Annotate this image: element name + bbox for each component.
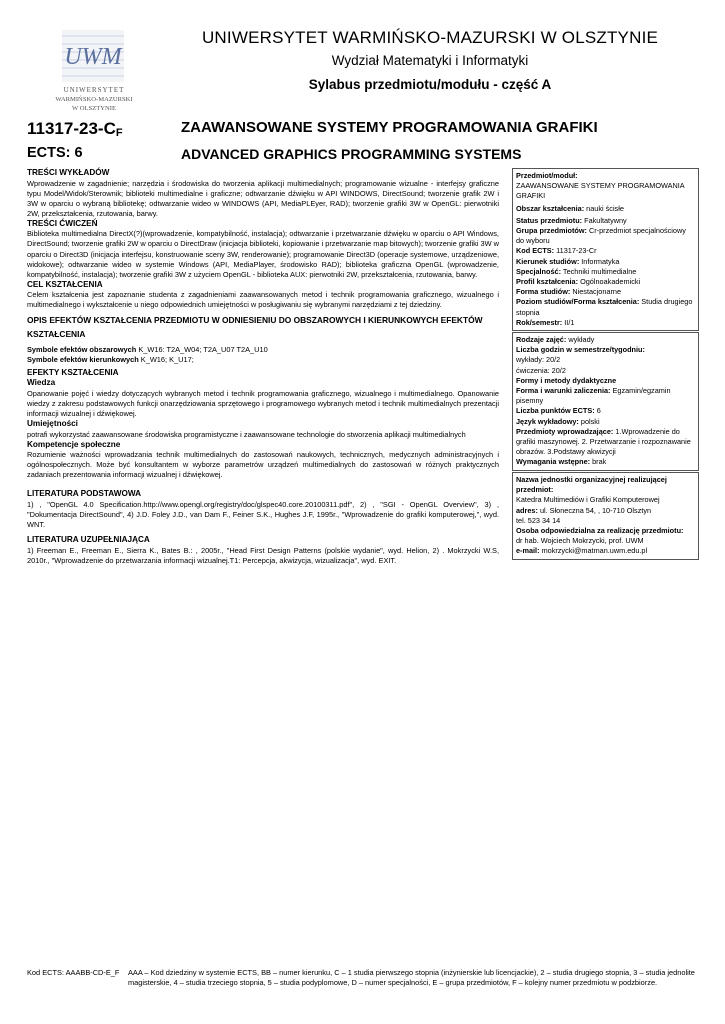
uwm-logo-icon: [50, 22, 138, 114]
knowledge-text: Opanowanie pojęć i wiedzy dotyczących wybranych metod i technik programowania graficznego, wizualnego i multimedialnego. Opanowanie wiedzy z zakresu podstawowych funkcji onarzędziowania sprzętowego i programowego wybranych metod i technik multimedialnych prezentacji informacji wizualnej i dźwiękowej.: [27, 388, 499, 418]
svg-text:W OLSZTYNIE: W OLSZTYNIE: [71, 105, 117, 112]
credit-form-field: Forma i warunki zaliczenia: Egzamin/egzamin pisemny: [516, 386, 671, 406]
svg-text:WARMIŃSKO-MAZURSKI: WARMIŃSKO-MAZURSKI: [55, 96, 133, 103]
faculty-name: Wydział Matematyki i Informatyki: [331, 53, 529, 68]
main-content: [27, 168, 499, 566]
syllabus-title: Sylabus przedmiotu/modułu - część A: [308, 77, 552, 92]
skills-heading: Umiejętności: [27, 419, 78, 428]
university-logo: [50, 22, 138, 114]
svg-text:UWM: UWM: [64, 44, 122, 70]
responsible-person-name: dr hab. Wojciech Mokrzycki, prof. UWM: [516, 536, 644, 546]
course-code: [27, 119, 123, 139]
field-symbols: Symbole efektów kierunkowych K_W16; K_U17;: [27, 354, 194, 364]
responsible-person-label: Osoba odpowiedzialna za realizację przedmiotu:: [516, 526, 684, 536]
prerequisites-field: Wymagania wstępne: brak: [516, 457, 607, 467]
university-name: UNIWERSYTET WARMIŃSKO-MAZURSKI W OLSZTYNIE: [201, 28, 659, 47]
year-semester-field: Rok/semestr: II/1: [516, 317, 575, 327]
goal-text: Celem kształcenia jest zapoznanie studenta z zagadnieniami zaawansowanych metod i technik programowania graficznego, wizualnego i multimedialnego i wykształcenie u niego odpowiednich umiejętności w posługiwaniu się wybranymi narzędziami z tej dziedziny.: [27, 290, 499, 310]
svg-text:UNIWERSYTET: UNIWERSYTET: [63, 86, 125, 94]
study-level-field: Poziom studiów/Forma kształcenia: Studia drugiego stopnia: [516, 297, 693, 317]
ects-points-field: Liczba punktów ECTS: 6: [516, 406, 601, 416]
social-competences-heading: Kompetencje społeczne: [27, 439, 121, 449]
study-form-field: Forma studiów: Niestacjonarne: [516, 287, 622, 297]
hours-exercises: ćwiczenia: 20/2: [516, 365, 566, 375]
phone-field: tel. 523 34 14: [516, 515, 561, 525]
hours-label: Liczba godzin w semestrze/tygodniu:: [516, 345, 645, 355]
exercises-heading: TREŚCI ĆWICZEŃ: [27, 218, 98, 228]
basic-literature-heading: LITERATURA PODSTAWOWA: [27, 489, 142, 499]
hours-lectures: wykłady: 20/2: [516, 355, 561, 365]
footer-code-explanation: AAA – Kod dziedziny w systemie ECTS, BB – numer kierunku, C – 1 studia pierwszego stopnia (inżynierskie lub licencjackie), 2 – studia drugiego stopnia, 3 – studia jednolite magisterskie, 4 – studia trzeciego stopnia, 5 – studia podyplomowe, D – numer specjalności, E – grupa przedmiotów, F – kolejny numer przedmiotu w podzbiorze.: [128, 968, 695, 988]
course-title-en: ADVANCED GRAPHICS PROGRAMMING SYSTEMS: [181, 146, 522, 162]
unit-name: Katedra Multimediów i Grafiki Komputerowej: [516, 495, 660, 505]
social-competences-text: Rozumienie ważności wprowadzania technik multimedialnych do zastosowań naukowych, technicznych, medycznych administracyjnych i ogólnospołecznych. Może być konsultantem w wyborze parametrów urządzeń multimedialnych do zastosowań w różnych praktycznych zadaniach prezentowania informacji wizualnej i dźwiękowej.: [27, 450, 499, 480]
exercises-text: Biblioteka multimedialna DirectX(?)(wprowadzenie, kompatybilność, instalacja); odtwarzanie i przetwarzanie dźwięku w oparciu o API Windows, DirectSound; tworzenie grafiki 2W w oparciu o DirectDraw (inicjacja biblioteki, kopiowanie i przetwarzanie map bitowych); tworzenie grafiki 3W w oparciu o Direct3D (inicjacja interfejsu, konstruowanie sceny 3W, renderowanie); programowanie Direct3D (operacje systemowe, urządzeniowe, widokowe); odtwarzanie wideo w systemie Windows (API, MediaPlayer, środowisko RAD); biblioteka graficzna OpenGL (wprowadzenie, kompatybilność, instalacja); tworzenie grafiki 3W z użyciem OpenGL - biblioteka AUX: pierwotniki 2W, przekształcenia, rzutowania, barwy.: [27, 229, 499, 279]
group-field: Grupa przedmiotów: Cr-przedmiot specjalnościowy do wyboru: [516, 226, 686, 246]
basic-literature-text: 1) , "OpenGL 4.0 Specification.http://www.opengl.org/registry/doc/glspec40.core.20100311.pdf", 2) , "SGI - OpenGL Overview", 3) , "Dokumentacja DirectSound", 4) J.D. Foley J.D., van Dam F., Feiner S.K., Hughes J.F, 1995r., "Wprowadzenie do grafiki komputerowej,", wyd. WNT.: [27, 499, 499, 530]
email-link[interactable]: mokrzycki@matman.uwm.edu.pl: [541, 546, 648, 556]
supplementary-literature-text: 1) Freeman E., Freeman E., Sierra K., Bates B.: , 2005r., "Head First Design Patterns (polskie wydanie", wyd. Helion, 2) . Mokrzycki W.S, 2010r., "Wprowadzenie do przetwarzania informacji wizualnej.T1: Percepcja, akwizycja, wizualizacja", wyd. EXIT.: [27, 545, 499, 565]
course-code-sub: F: [115, 127, 123, 139]
knowledge-heading: Wiedza: [27, 378, 56, 388]
supplementary-literature-heading: LITERATURA UZUPEŁNIAJĄCA: [27, 535, 150, 545]
outcomes-heading: EFEKTY KSZTAŁCENIA: [27, 367, 119, 377]
profile-field: Profil kształcenia: Ogólnoakademicki: [516, 277, 641, 287]
unit-info-box: [512, 472, 699, 560]
classes-info-box: [512, 332, 699, 471]
status-field: Status przedmiotu: Fakultatywny: [516, 215, 627, 225]
address-field: adres: ul. Słoneczna 54, , 10-710 Olsztyn: [516, 505, 652, 515]
unit-label: Nazwa jednostki organizacyjnej realizującej przedmiot:: [516, 475, 667, 495]
goal-heading: CEL KSZTAŁCENIA: [27, 279, 103, 289]
specialty-field: Specjalność: Techniki multimedialne: [516, 266, 637, 276]
area-symbols: Symbole efektów obszarowych K_W16: T2A_W04; T2A_U07 T2A_U10: [27, 344, 268, 354]
area-field: Obszar kształcenia: nauki ścisłe: [516, 203, 624, 213]
ects-points: ECTS: 6: [27, 145, 83, 161]
didactic-methods-label: Formy i metody dydaktyczne: [516, 375, 617, 385]
skills-text: potrafi wykorzystać zaawansowane środowiska programistyczne i zaawansowane technologie do stworzenia aplikacji multimedialnych: [27, 429, 466, 439]
field-of-study: Kierunek studiów: Informatyka: [516, 256, 620, 266]
language-field: Język wykładowy: polski: [516, 416, 600, 426]
lectures-heading: TREŚCI WYKŁADÓW: [27, 168, 110, 177]
course-info-box: [512, 168, 699, 331]
outcomes-description-heading: OPIS EFEKTÓW KSZTAŁCENIA PRZEDMIOTU W ODNIESIENIU DO OBSZAROWYCH I KIERUNKOWYCH EFEKTÓW KSZTAŁCENIA: [27, 314, 483, 339]
lectures-text: Wprowadzenie w zagadnienie; narzędzia i środowiska do tworzenia aplikacji multimedialnych; programowanie wizualne - interfejsy graficzne typu Model/Widok/Sterownik; biblioteki multimedialne i graficzne; odtwarzanie dźwięku w API WINDOWS, DirectSound; tworzenie grafik 2W i 3W w oparciu o wybraną bibliotekę; odtwarzanie wideo w WINDOWS (API, MediaPLEyer, RAD); tworzenie grafiki 3W w OpenGL: pierwotniki 2W, przekształcenia, rzutowania, barwy.: [27, 178, 499, 218]
class-types-field: Rodzaje zajęć: wykłady: [516, 335, 595, 344]
subject-field: Przedmiot/moduł: ZAAWANSOWANE SYSTEMY PROGRAMOWANIA GRAFIKI: [516, 171, 685, 201]
introductory-courses-field: Przedmioty wprowadzające: 1.Wprowadzenie do grafiki maszynowej. 2. Przetwarzanie i rozpoznawanie obrazów. 3.Podstawy akwizycji: [516, 426, 691, 457]
email-field: e-mail: mokrzycki@matman.uwm.edu.pl: [516, 546, 648, 556]
course-code-main: 11317-23-C: [27, 119, 116, 138]
course-title-pl: ZAAWANSOWANE SYSTEMY PROGRAMOWANIA GRAFIKI: [181, 119, 598, 136]
ects-code-field: Kod ECTS: 11317-23-Cr: [516, 246, 597, 256]
footer-code-format: Kod ECTS: AAABB-CD-E_F: [27, 968, 120, 977]
